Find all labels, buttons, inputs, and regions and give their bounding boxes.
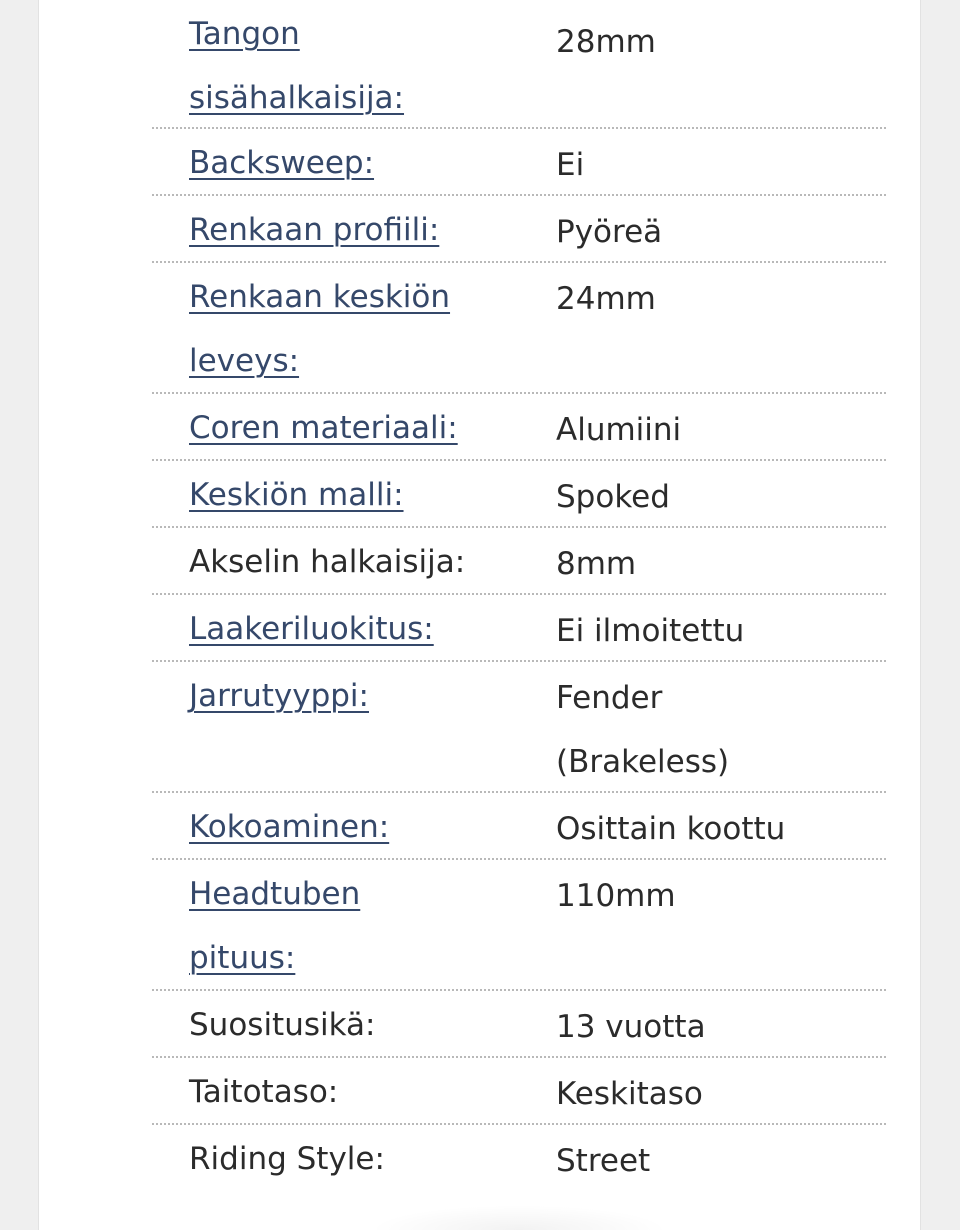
spec-value-coren-materiaali: Alumiini [556,412,682,448]
spec-row-renkaan-keskion-leveys [152,263,886,394]
spec-row-renkaan-profiili [152,196,886,263]
spec-row-kokoaminen [152,793,886,860]
spec-label-tangon-sisahalkaisija[interactable]: Tangon sisähalkaisija: [189,16,405,116]
spec-label-kokoaminen[interactable]: Kokoaminen: [189,809,390,845]
spec-label-headtuben-pituus[interactable]: Headtuben pituus: [189,876,361,976]
spec-label-backsweep[interactable]: Backsweep: [189,145,375,181]
spec-value-jarrutyyppi: Fender (Brakeless) [556,680,730,780]
spec-value-akselin-halkaisija: 8mm [556,546,637,582]
spec-label-keskion-malli[interactable]: Keskiön malli: [189,477,404,513]
spec-value-suositusika: 13 vuotta [556,1009,706,1045]
spec-label-jarrutyyppi[interactable]: Jarrutyyppi: [189,678,369,714]
spec-label-laakeriluokitus[interactable]: Laakeriluokitus: [189,611,434,647]
spec-value-renkaan-profiili: Pyöreä [556,214,663,250]
product-specs-card [38,0,921,1230]
spec-row-coren-materiaali [152,394,886,461]
spec-label-suositusika: Suositusikä: [189,1007,376,1043]
spec-value-backsweep: Ei [556,147,585,183]
spec-row-tangon-sisahalkaisija [152,0,886,129]
spec-table [152,0,886,1192]
spec-row-riding-style [152,1125,886,1192]
spec-label-riding-style: Riding Style: [189,1141,385,1177]
spec-value-headtuben-pituus: 110mm [556,878,676,914]
spec-label-renkaan-keskion-leveys[interactable]: Renkaan keskiön leveys: [189,279,451,379]
spec-value-tangon-sisahalkaisija: 28mm [556,24,656,60]
spec-row-jarrutyyppi [152,662,886,793]
spec-row-keskion-malli [152,461,886,528]
spec-row-laakeriluokitus [152,595,886,662]
spec-value-riding-style: Street [556,1143,651,1179]
spec-value-renkaan-keskion-leveys: 24mm [556,281,656,317]
spec-row-suositusika [152,991,886,1058]
spec-row-akselin-halkaisija [152,528,886,595]
spec-label-taitotaso: Taitotaso: [189,1074,339,1110]
spec-value-keskion-malli: Spoked [556,479,670,515]
spec-value-kokoaminen: Osittain koottu [556,811,786,847]
spec-label-coren-materiaali[interactable]: Coren materiaali: [189,410,458,446]
spec-row-taitotaso [152,1058,886,1125]
spec-row-headtuben-pituus [152,860,886,991]
spec-label-renkaan-profiili[interactable]: Renkaan profiili: [189,212,440,248]
spec-value-taitotaso: Keskitaso [556,1076,703,1112]
spec-value-laakeriluokitus: Ei ilmoitettu [556,613,745,649]
spec-label-akselin-halkaisija: Akselin halkaisija: [189,544,466,580]
spec-row-backsweep [152,129,886,196]
bottom-shadow [369,1205,669,1230]
